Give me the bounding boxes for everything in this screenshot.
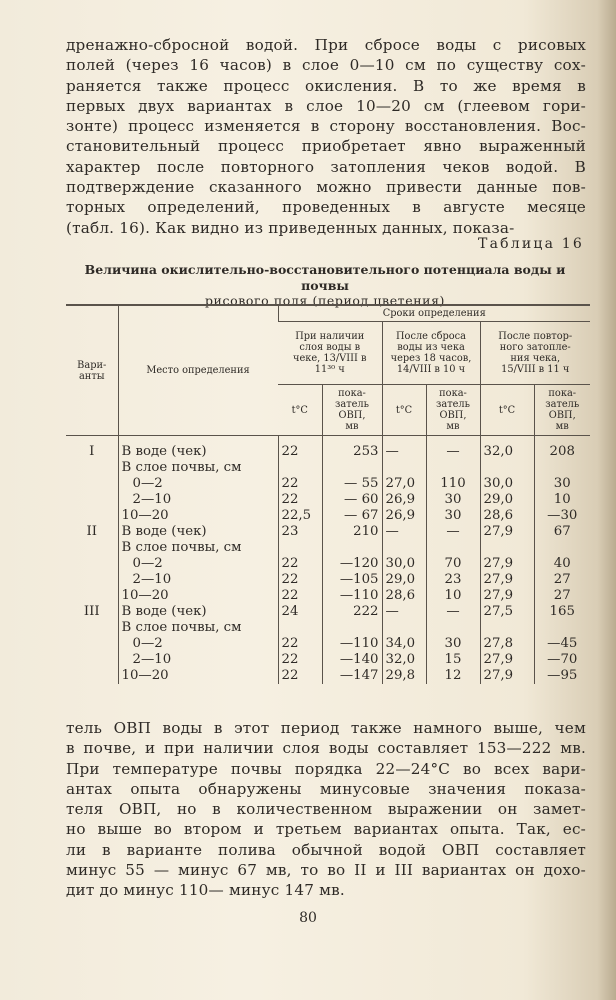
ovp-2-cell: 30 xyxy=(426,636,480,652)
temp-1-cell: 22 xyxy=(278,572,322,588)
temp-2-cell: 27,0 xyxy=(382,476,426,492)
temp-3-cell xyxy=(480,620,534,636)
table-row xyxy=(66,604,590,620)
text-line: дренажно-сбросной водой. При сбросе воды с рисовых xyxy=(66,36,586,54)
place-cell: В слое почвы, см xyxy=(118,540,278,556)
table-row xyxy=(66,524,590,540)
text-line: антах опыта обнаружены минусовые значения показа- xyxy=(66,779,586,798)
header-ovp-1: пока- затель ОВП, мв xyxy=(322,385,382,436)
variant-cell xyxy=(66,508,118,524)
place-cell: 0—2 xyxy=(118,476,278,492)
place-cell: 2—10 xyxy=(118,572,278,588)
variant-cell xyxy=(66,540,118,556)
header-group-1: При наличии слоя воды в чеке, 13/VIII в 11³⁰ ч xyxy=(278,322,382,385)
variant-cell: I xyxy=(89,444,95,459)
ovp-1-cell xyxy=(322,620,382,636)
ovp-1-cell: —140 xyxy=(322,652,382,668)
temp-2-cell: 34,0 xyxy=(382,636,426,652)
variant-cell xyxy=(66,620,118,636)
ovp-2-cell: 70 xyxy=(426,556,480,572)
ovp-3-cell: 10 xyxy=(534,492,590,508)
ovp-2-cell: 30 xyxy=(426,492,480,508)
text-line: первых двух вариантах в слое 10—20 см (глеевом гори- xyxy=(66,96,586,115)
text-line: раняется также процесс окисления. В то же время в xyxy=(66,76,586,95)
ovp-3-cell xyxy=(534,460,590,476)
text-line: При температуре почвы порядка 22—24°С во всех вари- xyxy=(66,759,586,778)
temp-3-cell: 27,9 xyxy=(480,524,534,540)
table-body xyxy=(66,436,590,685)
ovp-3-cell: 67 xyxy=(534,524,590,540)
ovp-3-cell: 27 xyxy=(534,572,590,588)
temp-1-cell xyxy=(278,460,322,476)
temp-3-cell: 27,9 xyxy=(480,588,534,604)
temp-2-cell: — xyxy=(382,524,426,540)
place-cell: 10—20 xyxy=(118,668,278,684)
temp-1-cell: 22 xyxy=(278,636,322,652)
header-place: Место определения xyxy=(118,305,278,436)
ovp-3-cell: 40 xyxy=(534,556,590,572)
text-line: зонте) процесс изменяется в сторону восстановления. Вос- xyxy=(66,117,586,136)
table-label: Таблица 16 xyxy=(478,236,584,252)
variant-cell xyxy=(66,636,118,652)
ovp-1-cell xyxy=(322,460,382,476)
ovp-1-cell xyxy=(322,540,382,556)
temp-3-cell: 32,0 xyxy=(480,436,534,461)
temp-1-cell: 23 xyxy=(278,524,322,540)
text-line: подтверждение сказанного можно привести данные пов- xyxy=(66,178,586,197)
ovp-3-cell: —70 xyxy=(534,652,590,668)
table-row xyxy=(66,436,590,461)
temp-3-cell xyxy=(480,460,534,476)
table-caption-subtitle: рисового поля (период цветения) xyxy=(204,293,446,308)
temp-2-cell: 26,9 xyxy=(382,508,426,524)
place-cell: В воде (чек) xyxy=(118,524,278,540)
temp-2-cell: 26,9 xyxy=(382,492,426,508)
ovp-2-cell: — xyxy=(426,604,480,620)
text-line: полей (через 16 часов) в слое 0—10 см по существу сох- xyxy=(66,56,586,75)
place-cell: В воде (чек) xyxy=(118,436,278,461)
table-row xyxy=(66,588,590,604)
text-line: характер после повторного затопления чеков водой. В xyxy=(66,157,586,176)
temp-1-cell: 22 xyxy=(278,436,322,461)
ovp-2-cell: — xyxy=(426,436,480,461)
header-ovp-2: пока- затель ОВП, мв xyxy=(426,385,480,436)
paragraph-top xyxy=(66,35,586,238)
ovp-2-cell: 23 xyxy=(426,572,480,588)
variant-cell xyxy=(66,668,118,684)
table-row xyxy=(66,556,590,572)
ovp-1-cell: 222 xyxy=(322,604,382,620)
temp-1-cell: 24 xyxy=(278,604,322,620)
temp-2-cell xyxy=(382,460,426,476)
ovp-2-cell xyxy=(426,620,480,636)
temp-1-cell: 22 xyxy=(278,588,322,604)
text-line: становительный процесс приобретает явно выраженный xyxy=(66,137,586,156)
temp-3-cell: 27,5 xyxy=(480,604,534,620)
table-row xyxy=(66,652,590,668)
page-number: 80 xyxy=(299,910,317,926)
text-line: (табл. 16). Как видно из приведенных данных, показа- xyxy=(66,218,515,237)
table-row xyxy=(66,668,590,684)
header-temp-2: t°C xyxy=(382,385,426,436)
ovp-1-cell: —147 xyxy=(322,668,382,684)
ovp-1-cell: — 55 xyxy=(322,476,382,492)
place-cell: В воде (чек) xyxy=(118,604,278,620)
variant-cell xyxy=(66,556,118,572)
ovp-3-cell: 27 xyxy=(534,588,590,604)
ovp-1-cell: —110 xyxy=(322,588,382,604)
ovp-3-cell xyxy=(534,540,590,556)
temp-3-cell: 30,0 xyxy=(480,476,534,492)
ovp-2-cell: 110 xyxy=(426,476,480,492)
ovp-1-cell: —120 xyxy=(322,556,382,572)
temp-3-cell: 27,9 xyxy=(480,668,534,684)
temp-2-cell: 28,6 xyxy=(382,588,426,604)
temp-2-cell: — xyxy=(382,436,426,461)
temp-2-cell: 29,8 xyxy=(382,668,426,684)
header-variants: Вари- анты xyxy=(66,305,118,436)
place-cell: 0—2 xyxy=(118,636,278,652)
variant-cell xyxy=(66,652,118,668)
header-ovp-3: пока- затель ОВП, мв xyxy=(534,385,590,436)
table-row xyxy=(66,620,590,636)
ovp-3-cell: 30 xyxy=(534,476,590,492)
temp-3-cell: 29,0 xyxy=(480,492,534,508)
text-line: тель ОВП воды в этот период также намного выше, чем xyxy=(66,719,586,737)
header-temp-3: t°C xyxy=(480,385,534,436)
ovp-3-cell: 208 xyxy=(534,436,590,461)
ovp-3-cell: —45 xyxy=(534,636,590,652)
ovp-2-cell: 12 xyxy=(426,668,480,684)
temp-3-cell xyxy=(480,540,534,556)
ovp-2-cell: 30 xyxy=(426,508,480,524)
ovp-2-cell: 15 xyxy=(426,652,480,668)
place-cell: 2—10 xyxy=(118,492,278,508)
ovp-3-cell: —95 xyxy=(534,668,590,684)
ovp-1-cell: 253 xyxy=(322,436,382,461)
redox-table xyxy=(66,304,590,684)
text-line: теля ОВП, но в количественном выражении он замет- xyxy=(66,800,586,819)
table-row xyxy=(66,540,590,556)
ovp-2-cell xyxy=(426,540,480,556)
variant-cell xyxy=(66,492,118,508)
temp-2-cell: 29,0 xyxy=(382,572,426,588)
ovp-3-cell xyxy=(534,620,590,636)
variant-cell xyxy=(66,588,118,604)
temp-1-cell xyxy=(278,620,322,636)
text-line: в почве, и при наличии слоя воды составляет 153—222 мв. xyxy=(66,739,586,758)
table-row xyxy=(66,460,590,476)
text-line: торных определений, проведенных в августе месяце xyxy=(66,198,586,217)
place-cell: В слое почвы, см xyxy=(118,620,278,636)
temp-3-cell: 27,9 xyxy=(480,572,534,588)
temp-1-cell xyxy=(278,540,322,556)
temp-2-cell xyxy=(382,540,426,556)
variant-cell: III xyxy=(83,604,100,619)
header-group-2: После сброса воды из чека через 18 часов, 14/VIII в 10 ч xyxy=(382,322,480,385)
temp-1-cell: 22,5 xyxy=(278,508,322,524)
header-temp-1: t°C xyxy=(278,385,322,436)
table-row xyxy=(66,476,590,492)
place-cell: 0—2 xyxy=(118,556,278,572)
ovp-1-cell: — 60 xyxy=(322,492,382,508)
temp-3-cell: 27,9 xyxy=(480,556,534,572)
table-row xyxy=(66,508,590,524)
paragraph-bottom xyxy=(66,718,586,901)
ovp-1-cell: 210 xyxy=(322,524,382,540)
text-line: дит до минус 110— минус 147 мв. xyxy=(66,881,345,900)
table-row xyxy=(66,492,590,508)
temp-2-cell: — xyxy=(382,604,426,620)
variant-cell xyxy=(66,572,118,588)
ovp-2-cell xyxy=(426,460,480,476)
place-cell: 10—20 xyxy=(118,508,278,524)
temp-1-cell: 22 xyxy=(278,492,322,508)
table-row xyxy=(66,572,590,588)
header-terms: Сроки определения xyxy=(278,305,590,322)
temp-1-cell: 22 xyxy=(278,556,322,572)
ovp-1-cell: —110 xyxy=(322,636,382,652)
header-group-3: После повтор- ного затопле- ния чека, 15/VIII в 11 ч xyxy=(480,322,590,385)
variant-cell: II xyxy=(86,524,97,539)
temp-1-cell: 22 xyxy=(278,668,322,684)
temp-3-cell: 27,8 xyxy=(480,636,534,652)
table-caption-title: Величина окислительно-восстановительного потенциала воды и почвы xyxy=(84,262,566,293)
variant-cell xyxy=(66,476,118,492)
place-cell: 10—20 xyxy=(118,588,278,604)
text-line: но выше во втором и третьем вариантах опыта. Так, ес- xyxy=(66,820,586,839)
temp-3-cell: 28,6 xyxy=(480,508,534,524)
temp-2-cell xyxy=(382,620,426,636)
ovp-1-cell: —105 xyxy=(322,572,382,588)
place-cell: 2—10 xyxy=(118,652,278,668)
temp-3-cell: 27,9 xyxy=(480,652,534,668)
ovp-2-cell: 10 xyxy=(426,588,480,604)
place-cell: В слое почвы, см xyxy=(118,460,278,476)
temp-1-cell: 22 xyxy=(278,476,322,492)
temp-2-cell: 32,0 xyxy=(382,652,426,668)
temp-1-cell: 22 xyxy=(278,652,322,668)
ovp-3-cell: 165 xyxy=(534,604,590,620)
ovp-3-cell: —30 xyxy=(534,508,590,524)
variant-cell xyxy=(66,460,118,476)
table-row xyxy=(66,636,590,652)
ovp-2-cell: — xyxy=(426,524,480,540)
ovp-1-cell: — 67 xyxy=(322,508,382,524)
text-line: ли в варианте полива обычной водой ОВП составляет xyxy=(66,840,586,859)
temp-2-cell: 30,0 xyxy=(382,556,426,572)
table-caption xyxy=(60,262,590,309)
text-line: минус 55 — минус 67 мв, то во II и III вариантах он дохо- xyxy=(66,861,586,880)
